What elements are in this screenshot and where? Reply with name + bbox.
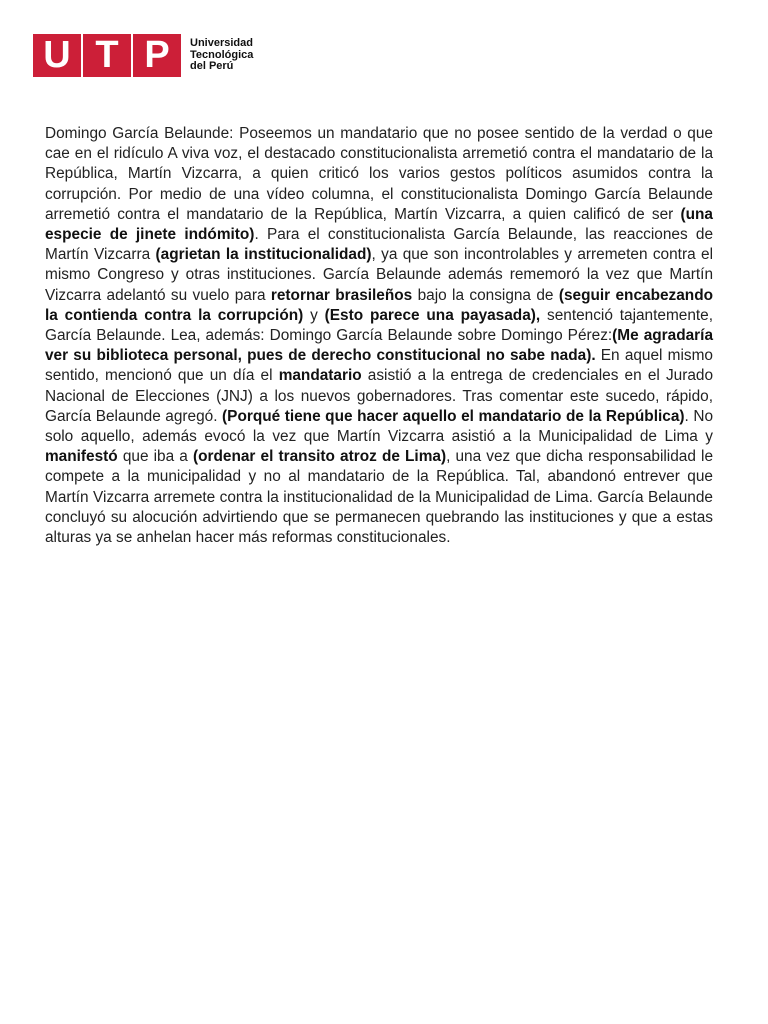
text-segment: bajo la consigna de	[412, 286, 559, 304]
text-segment: Domingo García Belaunde: Poseemos un mandatario que no posee sentido de la verdad o que cae en el ridículo A viva voz, el destacado constitucionalista arremetió contra el mandatario de la República, Martín Vizcarra, a quien criticó los varios gestos políticos asumidos contra la corrupción. Por medio de una vídeo columna, el constitucionalista Domingo García Belaunde arremetió contra el mandatario de la República, Martín Vizcarra, a quien calificó de ser	[45, 125, 713, 223]
university-name-line-2: Tecnológica	[190, 48, 254, 61]
bold-segment: (una especie de jinete indómito)	[45, 205, 713, 244]
bold-segment: (seguir encabezando la contienda contra la corrupción)	[45, 286, 713, 324]
logo-letter-t: T	[83, 34, 131, 77]
bold-segment: (Porqué tiene que hacer aquello el mandatario de la República)	[222, 407, 685, 425]
bold-segment: (Esto parece una payasada),	[324, 306, 541, 324]
text-segment: En aquel mismo sentido, mencionó que un día el	[45, 347, 713, 385]
university-name	[190, 38, 253, 73]
bold-segment: mandatario	[278, 367, 362, 385]
article-body	[45, 124, 713, 548]
text-segment: sentenció tajantemente, García Belaunde. Lea, además: Domingo García Belaunde sobre Domingo Pérez:	[45, 306, 713, 345]
text-segment: asistió a la entrega de credenciales en el Jurado Nacional de Elecciones (JNJ) a los nuevos gobernadores. Tras comentar este sucedo, rápido, García Belaunde agregó.	[45, 367, 714, 425]
bold-segment: manifestó	[45, 448, 118, 466]
university-name-line-3: del Perú	[190, 60, 234, 73]
text-segment: que iba a	[117, 448, 193, 466]
bold-segment: (agrietan la institucionalidad)	[155, 246, 372, 264]
bold-segment: retornar brasileños	[270, 286, 413, 304]
page-header	[33, 34, 253, 77]
logo-letter-u: U	[33, 34, 81, 77]
text-segment: . Para el constitucionalista García Belaunde, las reacciones de Martín Vizcarra	[45, 226, 713, 264]
bold-segment: (Me agradaría ver su biblioteca personal, pues de derecho constitucional no sabe nada).	[45, 327, 714, 365]
utp-logo	[33, 34, 181, 77]
text-segment: y	[303, 306, 325, 324]
text-segment: , ya que son incontrolables y arremeten contra el mismo Congreso y otras instituciones. García Belaunde además rememoró la vez que Martín Vizcarra adelantó su vuelo para	[45, 246, 713, 304]
text-segment: , una vez que dicha responsabilidad le compete a la municipalidad y no al mandatario de la República. Tal, abandonó entrever que Martín Vizcarra arremete contra la institucionalidad de la Municipalidad de Lima. García Belaunde concluyó su alocución advirtiendo que se permanecen quebrando las instituciones y que a estas alturas ya se anhelan hacer más reformas constitucionales.	[45, 448, 714, 547]
university-name-line-1: Universidad	[190, 37, 253, 50]
text-segment: . No solo aquello, además evocó la vez que Martín Vizcarra asistió a la Municipalidad de Lima y	[45, 407, 714, 446]
logo-letter-p: P	[133, 34, 181, 77]
bold-segment: (ordenar el transito atroz de Lima)	[192, 448, 447, 466]
